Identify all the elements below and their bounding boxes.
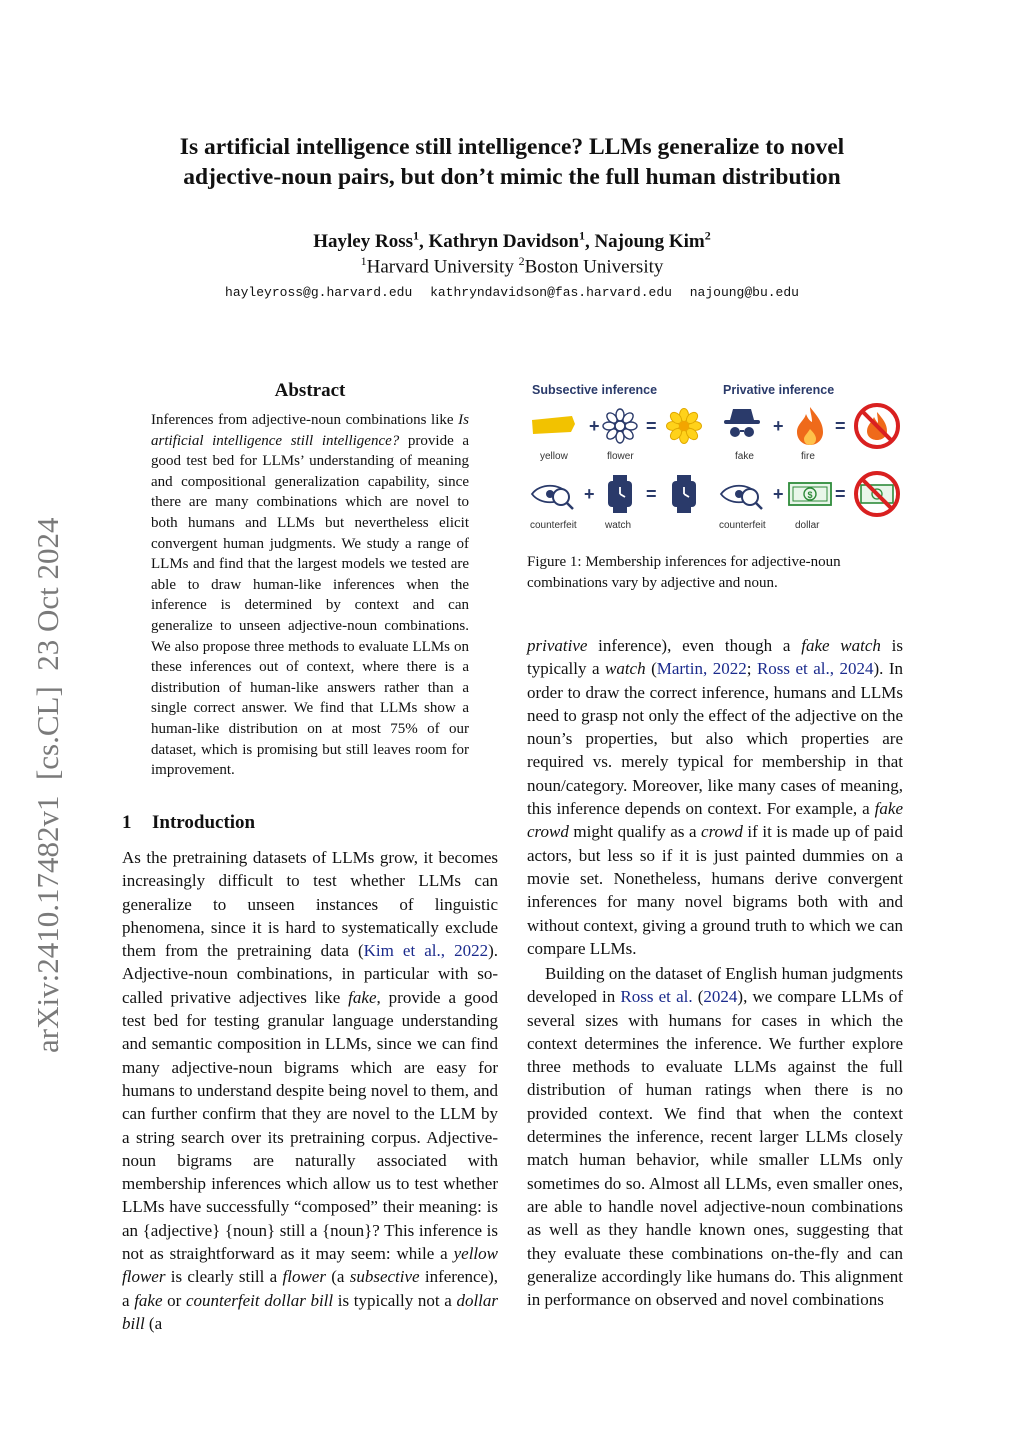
author-1-sup: 1: [412, 229, 419, 243]
section-heading-introduction: [122, 812, 255, 834]
svg-text:+: +: [773, 416, 784, 436]
fig-label-yellow: yellow: [540, 451, 568, 462]
author-2-name: Kathryn Davidson: [428, 231, 579, 253]
fig-label-counterfeit-2: counterfeit: [719, 520, 766, 530]
no-dollar-icon: [856, 473, 898, 515]
arxiv-watermark-text: arXiv:2410.17482v1 [cs.CL] 23 Oct 2024: [30, 517, 65, 1053]
fig-label-watch: watch: [605, 520, 632, 530]
yellow-swatch-icon: [532, 416, 575, 434]
citation-kim-2022[interactable]: Kim et al., 2022: [363, 941, 489, 961]
abstract-text-2: provide a good test bed for LLMs’ understanding of meaning and compositional generalization capability, since there are many combinations which are novel to both humans and LLMs but nevertheless elicit convergent human judgments. We study a range of LLMs and find that the largest models we tested are able to draw human-like inferences when the inference is determined by context and can generalize to unseen adjective-noun combinations. We also propose three methods to evaluate LLMs on these inferences out of context, where there is a distribution of human-like answers rather than a single correct answer. We find that LLMs show a human-like distribution on at most 75% of our dataset, which is promising but still leaves room for improvement.: [151, 432, 469, 779]
email-2[interactable]: kathryndavidson@fas.harvard.edu: [430, 285, 672, 300]
intro-right-column-continued: [527, 634, 903, 960]
section-number: 1: [122, 812, 132, 833]
counterfeit-eye-magnifier-icon: [532, 486, 573, 509]
dollar-bill-icon: [789, 483, 831, 505]
svg-text:+: +: [589, 416, 600, 436]
abstract-example-italic: Is artificial intelligence still intelligence?: [151, 412, 469, 449]
affiliations: [110, 254, 914, 278]
citation-ross-et-al[interactable]: Ross et al.: [620, 987, 693, 1007]
fig-subsective-label: Subsective inference: [532, 383, 658, 397]
watch-result-icon: [672, 475, 696, 513]
citation-ross-year[interactable]: 2024: [703, 987, 738, 1007]
abstract-body: [151, 410, 469, 781]
intro-left-column: [122, 846, 498, 1335]
figure-1: [527, 380, 903, 530]
fig-label-flower: flower: [607, 451, 634, 462]
title-line-2: adjective-noun pairs, but don’t mimic the full human distribution: [183, 164, 841, 190]
arxiv-watermark: [28, 455, 68, 1055]
svg-text:$: $: [807, 490, 813, 500]
author-1: [313, 231, 419, 252]
affiliation-1: Harvard University: [366, 256, 514, 278]
abstract-heading: Abstract: [274, 380, 346, 401]
intro-paragraph-1: As the pretraining datasets of LLMs grow, it becomes increasingly difficult to test whether LLMs can generalize to unseen instances of linguistic phenomena, since it is hard to systematically exclude them from the pretraining data (Kim et al., 2022). Adjective-noun combinations, in particular with so-called privative adjectives like fake, provide a good test bed for testing granular language understanding and semantic composition in LLMs, since we can find many adjective-noun bigrams which are easy for humans to understand despite being novel to them, and can further confirm that they are novel to the LLM by a string search over its pretraining corpus. Adjective-noun bigrams are naturally associated with membership inferences which allow us to test whether LLMs have successfully “composed” their meaning: is an {adjective} {noun} still a {noun}? This inference is not as straightforward as it may seem: while a yellow flower is clearly still a flower (a subsective inference), a fake or counterfeit dollar bill is typically not a dollar bill (a: [122, 848, 498, 1333]
fig-privative-label: Privative inference: [723, 383, 835, 397]
fig-label-counterfeit-1: counterfeit: [530, 520, 577, 530]
section-title: Introduction: [152, 812, 256, 833]
fig-label-dollar: dollar: [795, 520, 820, 530]
email-3[interactable]: najoung@bu.edu: [689, 285, 799, 300]
affiliation-2: Boston University: [524, 256, 664, 278]
author-list: Hayley Ross$^1$, Kathryn Davidson$^1$, Najoung Kim$^2$: [313, 229, 711, 253]
author-3-name: Najoung Kim: [594, 231, 705, 253]
paper-title: [110, 132, 914, 192]
author-3-sup: 2: [704, 229, 711, 243]
yellow-flower-icon: [667, 409, 702, 444]
author-2-sup: 1: [578, 229, 585, 243]
author-1-name: Hayley Ross: [313, 231, 413, 253]
spy-hat-glasses-icon: [724, 409, 760, 437]
svg-text:=: =: [646, 484, 657, 504]
email-1[interactable]: hayleyross@g.harvard.edu: [225, 285, 413, 300]
svg-text:=: =: [646, 416, 657, 436]
flower-outline-icon: [603, 409, 637, 443]
svg-text:=: =: [835, 484, 846, 504]
figure-1-caption: Figure 1: Membership inferences for adjective-noun combinations vary by adjective and noun.: [527, 554, 841, 591]
email-list: [110, 285, 914, 300]
author-3: [594, 231, 710, 252]
citation-ross-2024[interactable]: Ross et al., 2024: [756, 659, 874, 679]
svg-text:+: +: [773, 484, 784, 504]
intro-paragraph-1-continued: privative inference), even though a fake watch is typically a watch (Martin, 2022; Ross et al., 2024). In order to draw the correct inference, humans and LLMs need to grasp not only the effect of the adjective on the noun’s properties, but also which properties are required vs. merely typical for membership in that noun/category. Moreover, like many cases of meaning, this inference depends on context. For example, a fake crowd might qualify as a crowd if it is made up of paid actors, but less so if it is just painted dummies on a movie set. Nonetheless, humans derive convergent inferences for many novel bigrams both with and without context, giving a ground truth to which we can compare LLMs.: [527, 636, 904, 958]
watch-icon: [608, 475, 632, 513]
affiliation-1-sup: 1: [360, 254, 367, 268]
no-fire-icon: [856, 405, 898, 447]
svg-text:=: =: [835, 416, 846, 436]
abstract-text-1: Inferences from adjective-noun combinations like: [151, 412, 459, 428]
fig-label-fire: fire: [801, 451, 815, 462]
counterfeit-eye-magnifier-icon-2: [721, 486, 762, 509]
fig-label-fake: fake: [735, 451, 754, 462]
citation-martin-2022[interactable]: Martin, 2022: [656, 659, 747, 679]
title-line-1: Is artificial intelligence still intelligence? LLMs generalize to novel: [179, 134, 845, 160]
intro-paragraph-2: Building on the dataset of English human judgments developed in Ross et al. (2024), we compare LLMs of several sizes with humans for cases in which the context determines the inference. We further explore three methods to evaluate LLMs against the full distribution of human ratings when there is no provided context. We find that when the context determines the inference, recent larger LLMs closely match human behavior, while smaller LLMs only sometimes do so. Almost all LLMs, even smaller ones, are able to handle novel adjective-noun combinations as well as they handle known ones, suggesting that they evaluate these combinations on-the-fly and can generalize accordingly like humans do. This alignment in performance on observed and novel combinations: [527, 964, 903, 1310]
fire-icon: [797, 407, 823, 445]
svg-text:+: +: [584, 484, 595, 504]
affiliation-2-sup: 2: [518, 254, 525, 268]
author-2: [428, 231, 584, 252]
